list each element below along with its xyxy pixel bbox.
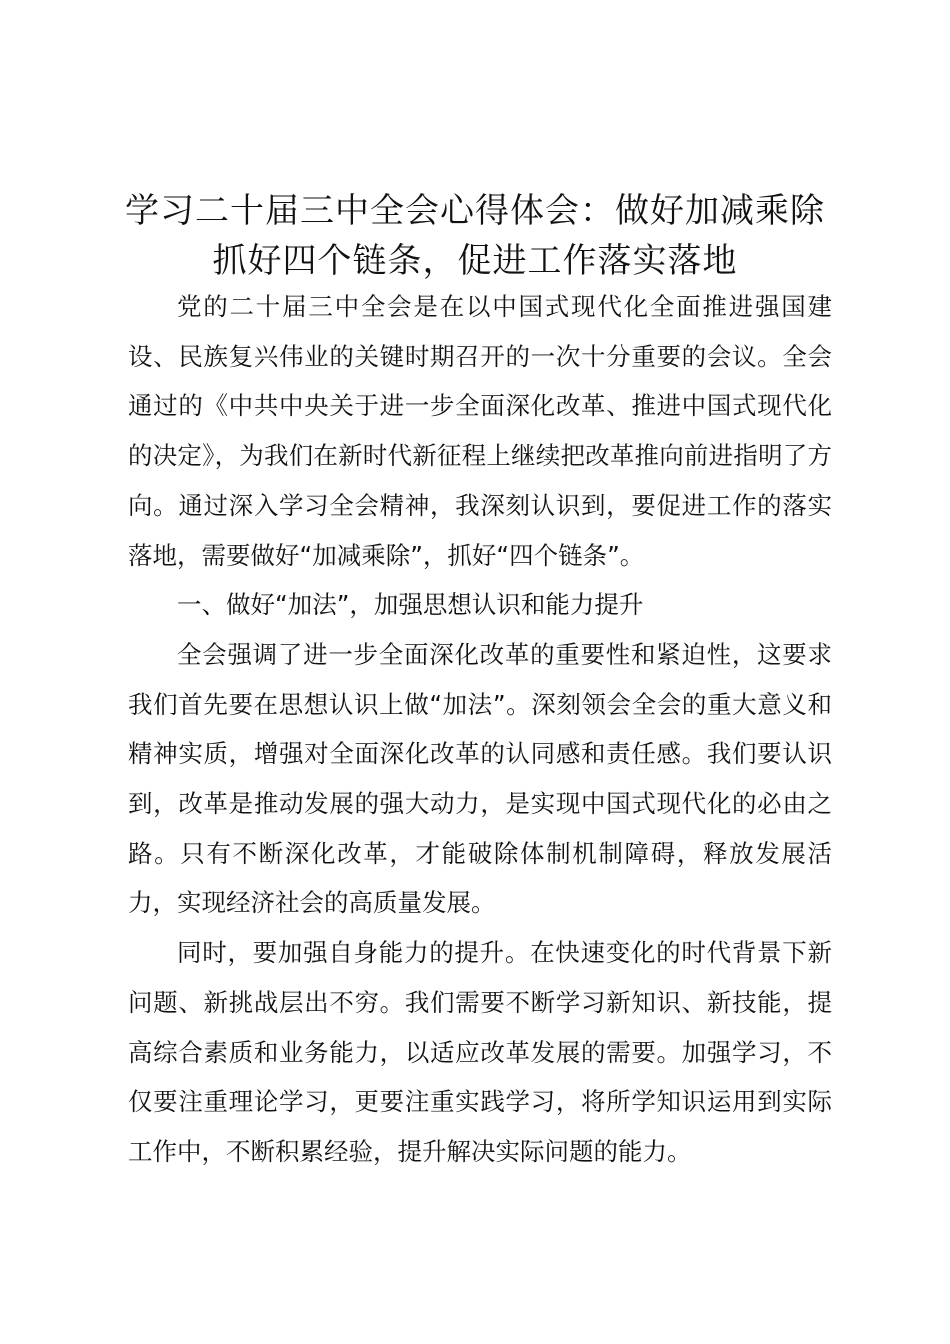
section-heading-1: 一、做好“加法”，加强思想认识和能力提升 bbox=[177, 590, 644, 620]
document-body bbox=[128, 282, 832, 1177]
intro-paragraph: 党的二十届三中全会是在以中国式现代化全面推进强国建设、民族复兴伟业的关键时期召开的一次十分重要的会议。全会通过的《中共中央关于进一步全面深化改革、推进中国式现代化的决定》，为我们在新时代新征程上继续把改革推向前进指明了方向。通过深入学习全会精神，我深刻认识到，要促进工作的落实落地，需要做好“加减乘除”，抓好“四个链条”。 bbox=[128, 292, 832, 570]
document-title bbox=[80, 186, 870, 286]
body-paragraph-2: 同时，要加强自身能力的提升。在快速变化的时代背景下新问题、新挑战层出不穷。我们需要不断学习新知识、新技能，提高综合素质和业务能力，以适应改革发展的需要。加强学习，不仅要注重理论学习，更要注重实践学习，将所学知识运用到实际工作中，不断积累经验，提升解决实际问题的能力。 bbox=[128, 938, 832, 1166]
body-paragraph-1: 全会强调了进一步全面深化改革的重要性和紧迫性，这要求我们首先要在思想认识上做“加法”。深刻领会全会的重大意义和精神实质，增强对全面深化改革的认同感和责任感。我们要认识到，改革是推动发展的强大动力，是实现中国式现代化的必由之路。只有不断深化改革，才能破除体制机制障碍，释放发展活力，实现经济社会的高质量发展。 bbox=[128, 639, 832, 918]
title-line-1: 学习二十届三中全会心得体会：做好加减乘除 bbox=[125, 191, 825, 231]
title-line-2: 抓好四个链条，促进工作落实落地 bbox=[212, 241, 738, 281]
